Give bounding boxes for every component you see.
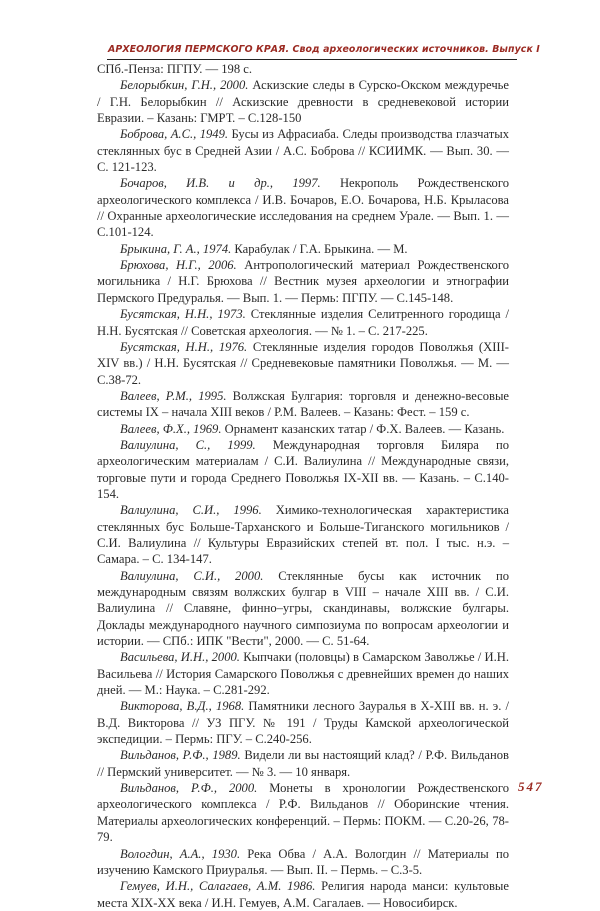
entry-text: Кыпчаки (половцы) в Самарском Заволжье / И.Н. Васильева // История Самарского Поволжья с древнейших времен до наших дней. — М.: Наука. – С.281-292. [97,650,509,698]
bib-entry [97,437,509,502]
entry-text: Международная торговля Биляра по археологическим материалам / С.И. Валиулина // Международные связи, торговые пути и города Среднего Поволжья IX-XII вв. — Казань. – С.140-154. [97,437,509,501]
bib-entry [97,126,509,175]
entry-text: Религия народа манси: культовые места XIX-XX века / И.Н. Гемуев, А.М. Сагалаев. — Новосибирск. [97,879,509,910]
entry-author: Викторова, В.Д., 1968. [120,699,245,714]
entry-text: Видели ли вы настоящий клад? / Р.Ф. Вильданов // Пермский университет. — № 3. — 10 января. [97,748,509,779]
continuation-line: СПб.-Пенза: ПГПУ. — 198 с. [97,62,253,76]
entry-author: Валиулина, С., 1999. [120,437,256,452]
header-rule [107,59,517,60]
entry-author: Бочаров, И.В. и др., 1997. [120,176,321,191]
entry-text: Монеты в хронологии Рождественского археологического комплекса / Р.Ф. Вильданов // Оборинские чтения. Материалы археологических конференций. – Пермь: ПОКМ. — С.20-26, 78-79. [97,781,509,845]
entry-text: Волжская Булгария: торговля и денежно-весовые системы IX – начала XIII веков / Р.М. Валеев. – Казань: Фест. – 159 с. [97,388,509,420]
entry-author: Белорыбкин, Г.Н., 2000. [120,78,249,93]
entry-text: Орнамент казанских татар / Ф.Х. Валеев. — Казань. [221,421,505,436]
entry-author: Бусятская, Н.Н., 1973. [120,307,246,322]
entry-text: Антропологический материал Рождественского могильника / Н.Г. Брюхова // Вестник музея археологии и этнографии Пермского Предуралья. — Вып. 1. — Пермь: ПГПУ. — С.145-148. [97,258,509,305]
entry-text: Некрополь Рождественского археологического комплекса / И.В. Бочаров, Е.О. Бочарова, Н.Б. Крыласова // Охранные археологические исследования на среднем Урале. — Вып. 1. — С.101-124. [97,176,509,240]
running-header [108,44,540,55]
bib-entry [97,780,509,845]
bib-entry [97,878,509,911]
bib-entry [97,421,509,437]
bib-entry [97,846,509,879]
bib-entry [97,747,509,780]
header-subtitle: Свод археологических источников. Выпуск I [289,44,540,55]
bib-entry [97,241,509,257]
entry-author: Вологдин, А.А., 1930. [120,846,241,861]
bib-entry [97,306,509,339]
entry-author: Валеев, Р.М., 1995. [120,388,227,403]
entry-text: Аскизские следы в Сурско-Окском междуречье / Г.Н. Белорыбкин // Аскизские древности в средневековой истории Евразии. – Казань: ГМРТ. – С.128-150 [97,78,509,126]
entry-author: Валиулина, С.И., 1996. [120,503,262,518]
bib-entry [97,388,509,421]
page-number: 547 [518,779,544,794]
entry-author: Бусятская, Н.Н., 1976. [120,339,248,354]
entry-text: Стеклянные изделия Селитренного городища / Н.Н. Бусятская // Советская археология. — № 1. – С. 217-225. [97,307,510,338]
entry-text: Стеклянные бусы как источник по международным связям волжских булгар в VIII – начале XIII вв. / С.И. Валиулина // Славяне, финно–угры, скандинавы, волжские булгары. Доклады международного научного симпозиума по вопросам археологии и истории. — СПб.: ИПК "Вести", 2000. — С. 51-64. [97,568,509,649]
header-title: АРХЕОЛОГИЯ ПЕРМСКОГО КРАЯ. [108,44,290,55]
bib-entry [97,339,509,388]
entry-author: Боброва, А.С., 1949. [120,127,229,142]
entry-author: Брюхова, Н.Г., 2006. [120,258,237,273]
bib-entry [97,175,509,240]
entry-text: Химико-технологическая характеристика стеклянных бус Больше-Тарханского и Больше-Тиганского могильников / С.И. Валиулина // Культуры Евразийских степей вт. пол. I тыс. н.э. – Самара. – С. 134-147. [97,503,509,567]
bibliography [97,61,509,911]
bib-entry [97,698,509,747]
entry-author: Валеев, Ф.Х., 1969. [120,421,222,436]
entry-text: Бусы из Афрасиаба. Следы производства глазчатых стеклянных бус в Средней Азии / А.С. Боброва // КСИИМК. — Вып. 30. — С. 121-123. [97,127,509,175]
bib-entry [97,568,509,650]
entry-author: Васильева, И.Н., 2000. [120,650,240,665]
entry-text: Карабулак / Г.А. Брыкина. — М. [231,241,408,256]
entry-author: Вильданов, Р.Ф., 1989. [120,748,241,763]
bib-entry [97,257,509,306]
entry-author: Брыкина, Г. А., 1974. [120,241,232,256]
entry-text: Стеклянные изделия городов Поволжья (XIII-XIV вв.) / Н.Н. Бусятская // Средневековые памятники Поволжья. — М. — С.38-72. [97,339,509,387]
entry-text: Памятники лесного Зауралья в X-XIII вв. н. э. / В.Д. Викторова // УЗ ПГУ. № 191 / Труды Камской археологической экспедиции. – Пермь: ПГУ. – С.240-256. [97,699,509,747]
bib-entry [97,502,509,567]
entry-text: Река Обва / А.А. Вологдин // Материалы по изучению Камского Приуралья. — Вып. II. – Пермь. – С.3-5. [97,846,509,877]
entry-author: Гемуев, И.Н., Салагаев, А.М. 1986. [120,879,316,894]
entry-author: Валиулина, С.И., 2000. [120,568,264,583]
bib-entry [97,649,509,698]
bib-entry [97,77,509,126]
entry-author: Вильданов, Р.Ф., 2000. [120,781,258,796]
